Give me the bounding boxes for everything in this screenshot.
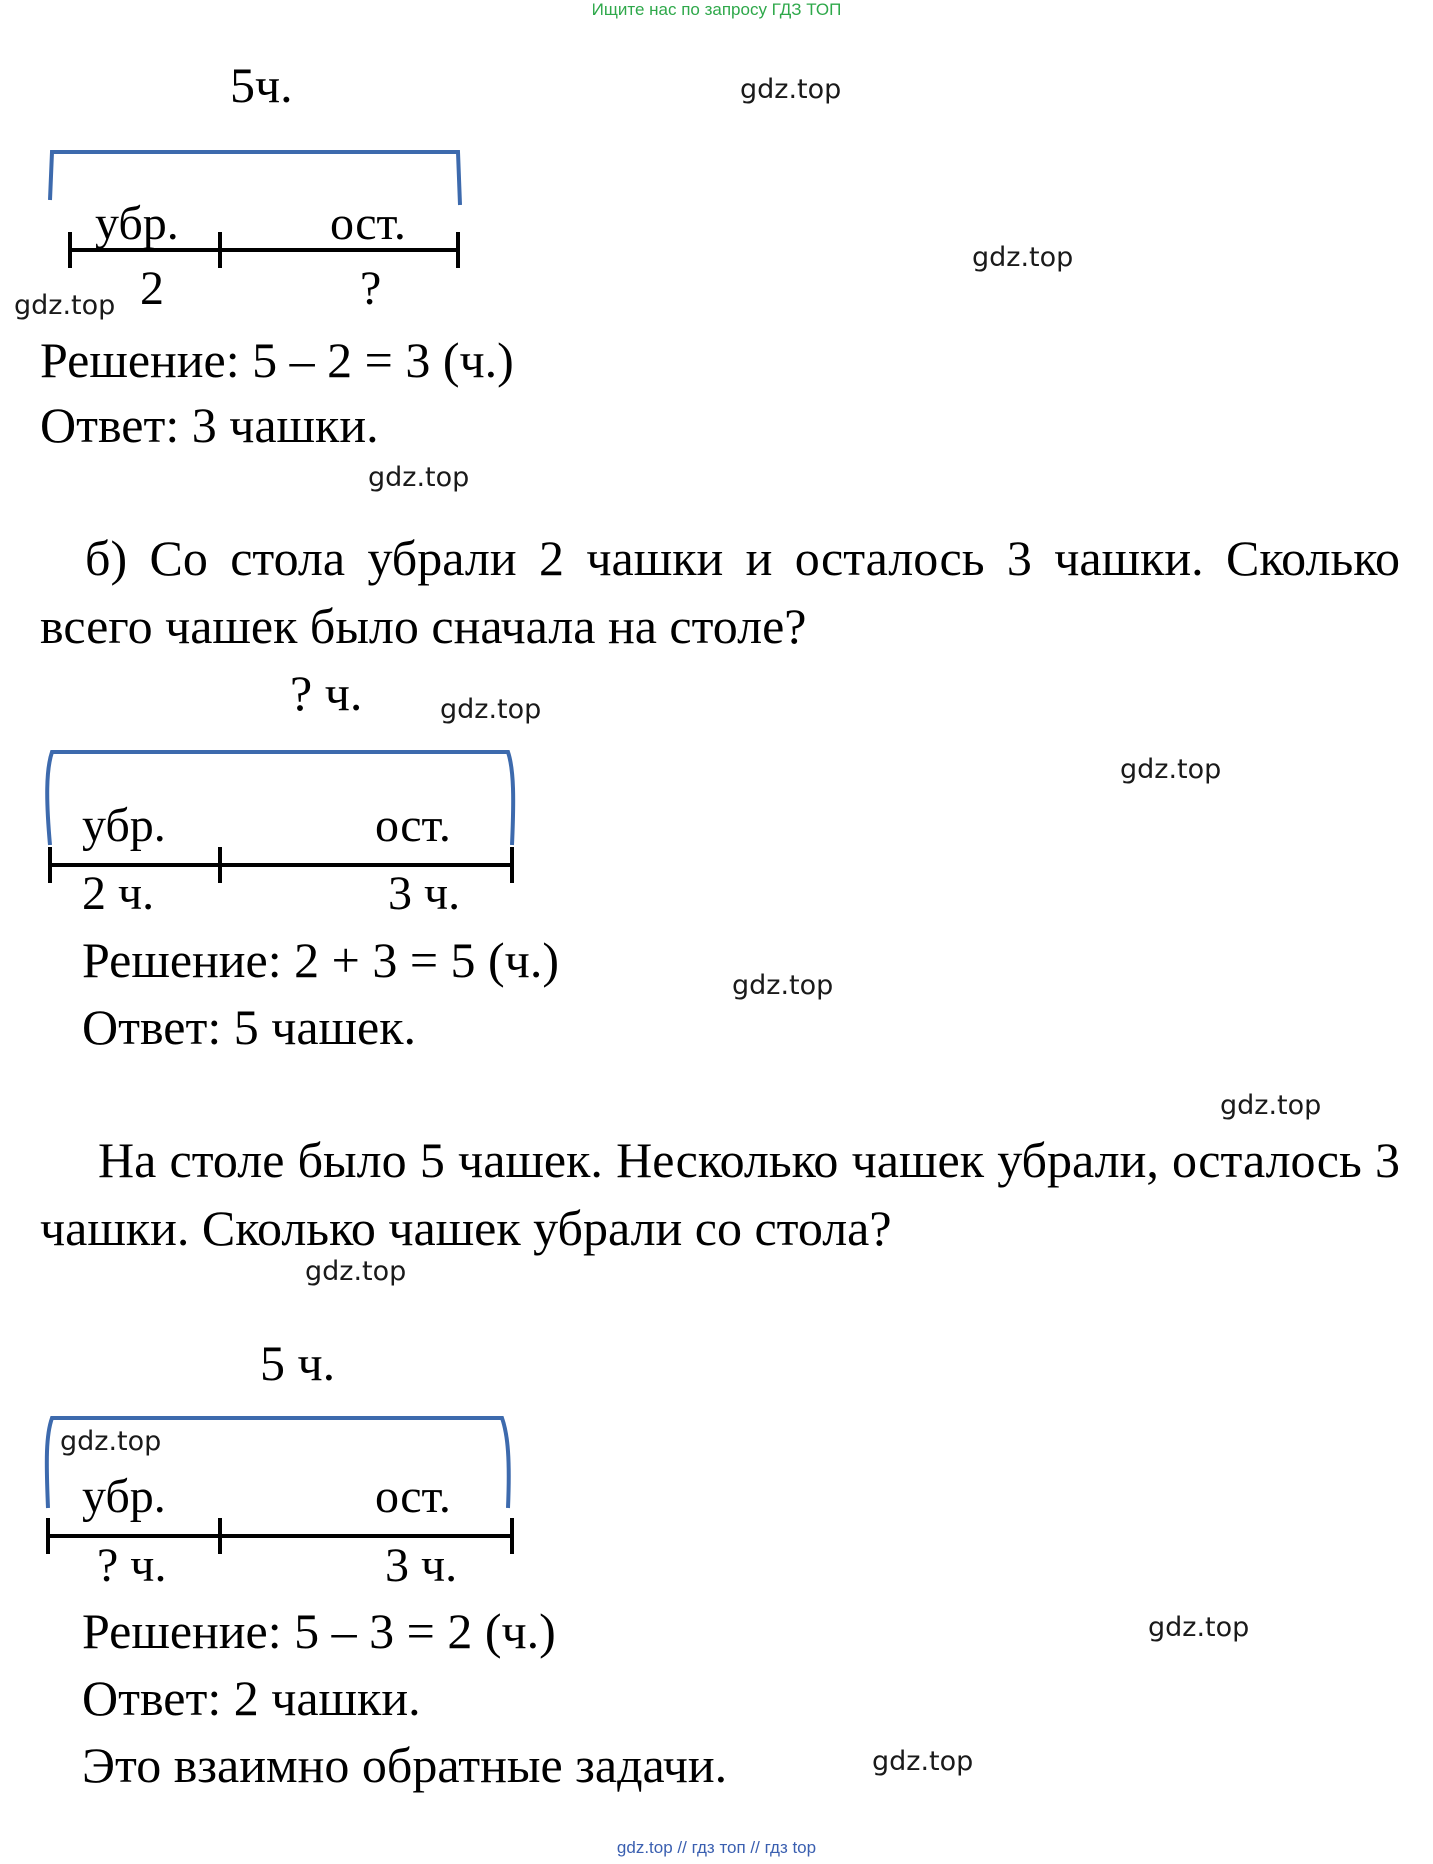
watermark: gdz.top: [1220, 1090, 1322, 1121]
watermark: gdz.top: [1120, 754, 1222, 785]
task-a-right-label: ост.: [330, 197, 406, 250]
task-c-solution: Решение: 5 – 3 = 2 (ч.): [82, 1603, 556, 1659]
task-c-right-label: ост.: [375, 1470, 451, 1523]
task-a-left-label: убр.: [95, 197, 179, 250]
watermark: gdz.top: [368, 462, 470, 493]
task-b-right-label: ост.: [375, 799, 451, 852]
watermark: gdz.top: [1148, 1612, 1250, 1643]
task-b-total: ? ч.: [290, 665, 363, 721]
task-c-left-label: убр.: [82, 1470, 166, 1523]
task-a-right-value: ?: [360, 262, 382, 315]
watermark: gdz.top: [972, 242, 1074, 273]
watermark: gdz.top: [732, 970, 834, 1001]
watermark: gdz.top: [440, 694, 542, 725]
task-a-answer: Ответ: 3 чашки.: [40, 397, 379, 453]
watermark: gdz.top: [872, 1746, 974, 1777]
task-b-left-value: 2 ч.: [82, 867, 155, 920]
task-a-total: 5ч.: [230, 57, 293, 113]
watermark: gdz.top: [305, 1256, 407, 1287]
task-b-left-label: убр.: [82, 799, 166, 852]
task-c-answer: Ответ: 2 чашки.: [82, 1670, 421, 1726]
task-b-answer: Ответ: 5 чашек.: [82, 999, 417, 1055]
task-b-right-value: 3 ч.: [388, 867, 461, 920]
watermark: gdz.top: [14, 290, 116, 321]
task-a-solution: Решение: 5 – 2 = 3 (ч.): [40, 332, 514, 388]
task-a-left-value: 2: [140, 262, 164, 315]
task-c-total: 5 ч.: [260, 1335, 336, 1391]
task-c-right-value: 3 ч.: [385, 1539, 458, 1592]
task-b-solution: Решение: 2 + 3 = 5 (ч.): [82, 932, 559, 988]
task-b-text: б) Со стола убрали 2 чашки и осталось 3 чашки. Сколько всего чашек было сначала на столе?: [40, 530, 1400, 654]
watermark: gdz.top: [740, 74, 842, 105]
search-hint: Ищите нас по запросу ГДЗ ТОП: [591, 0, 842, 19]
task-c-left-value: ? ч.: [97, 1539, 167, 1592]
task-c-text: На столе было 5 чашек. Несколько чашек убрали, осталось 3 чашки. Сколько чашек убрали со стола?: [40, 1132, 1400, 1256]
footer-links[interactable]: gdz.top // гдз топ // гдз top: [616, 1838, 817, 1857]
watermark: gdz.top: [60, 1426, 162, 1457]
task-c-conclusion: Это взаимно обратные задачи.: [82, 1737, 728, 1793]
